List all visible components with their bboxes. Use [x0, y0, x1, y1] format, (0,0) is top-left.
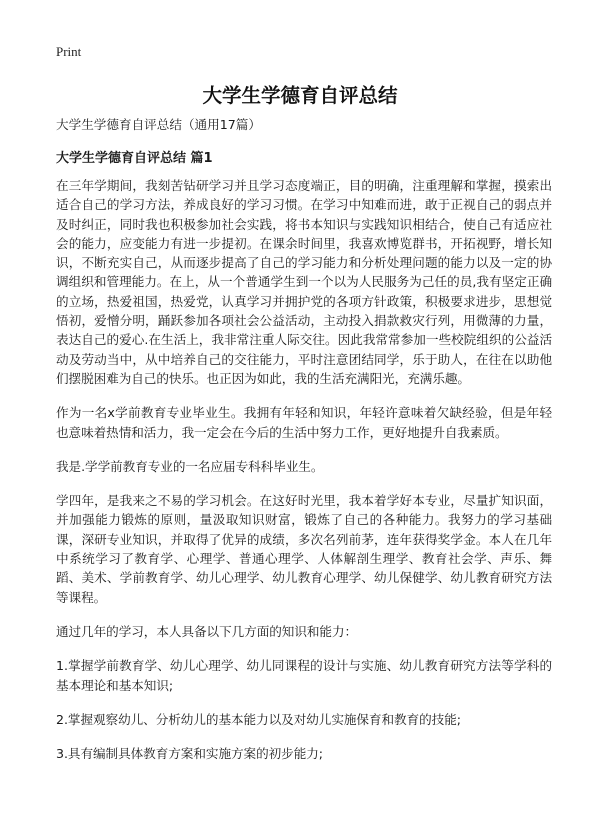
paragraph-1: 在三年学期间，我刻苦钻研学习并且学习态度端正，目的明确，注重理解和掌握，摸索出适合自己的学习方法，养成良好的学习习惯。在学习中知难而进，敢于正视自己的弱点并及时纠正，同时我也积极参加社会实践，将书本知识与实践知识相结合，使自己有适应社会的能力，应变能力有进一步提初。在课余时间里，我喜欢博览群书，开拓视野，增长知识，不断充实自己，从而逐步提高了自己的学习能力和分析处理问题的能力以及一定的协调组织和管理能力。在上，从一个普通学生到一个以为人民服务为己任的员,我有坚定正确的立场，热爱祖国，热爱党，认真学习并拥护党的各项方针政策，积极要求进步，思想觉悟初，爱憎分明，踊跃参加各项社会公益活动，主动投入捐款救灾行列，用微薄的力量，表达自己的爱心.在生活上，我非常注重人际交往。因此我常常参加一些校院组织的公益活动及劳动当中，从中培养自己的交往能力，平时注意团结同学，乐于助人，在往在以助他们摆脱困难为自己的快乐。也正因为如此，我的生活充满阳光，充满乐趣。 — [56, 178, 552, 386]
section-heading: 大学生学德育自评总结 篇1 — [56, 151, 213, 166]
document-body — [56, 116, 552, 778]
print-link[interactable]: Print — [56, 44, 82, 59]
paragraph-2: 作为一名x学前教育专业毕业生。我拥有年轻和知识，年轻许意味着欠缺经验，但是年轻也意味着热情和活力，我一定会在今后的生活中努力工作，更好地提升自我素质。 — [56, 405, 552, 440]
paragraph-4: 学四年，是我来之不易的学习机会。在这好时光里，我本着学好本专业，尽量扩知识面，并加强能力锻炼的原则，量汲取知识财富，锻炼了自己的各种能力。我努力的学习基础课，深研专业知识，并取得了优异的成绩，多次名列前茅，连年获得奖学金。本人在几年中系统学习了教育学、心理学、普通心理学、人体解剖生理学、教育社会学、声乐、舞蹈、美术、学前教育学、幼儿心理学、幼儿教育心理学、幼儿保健学、幼儿教育研究方法等课程。 — [56, 493, 552, 605]
paragraph-5: 通过几年的学习，本人具备以下几方面的知识和能力： — [56, 623, 358, 639]
document-subtitle: 大学生学德育自评总结（通用17篇） — [56, 117, 261, 132]
list-item-2: 2.掌握观察幼儿、分析幼儿的基本能力以及对幼儿实施保育和教育的技能; — [56, 711, 461, 727]
list-item-1: 1.掌握学前教育学、幼儿心理学、幼儿同课程的设计与实施、幼儿教育研究方法等学科的基本理论和基本知识; — [56, 658, 552, 693]
paragraph-3: 我是.学学前教育专业的一名应届专科科毕业生。 — [56, 458, 324, 474]
document-title: 大学生学德育自评总结 — [202, 84, 398, 107]
list-item-3: 3.具有编制具体教育方案和实施方案的初步能力; — [56, 746, 323, 762]
